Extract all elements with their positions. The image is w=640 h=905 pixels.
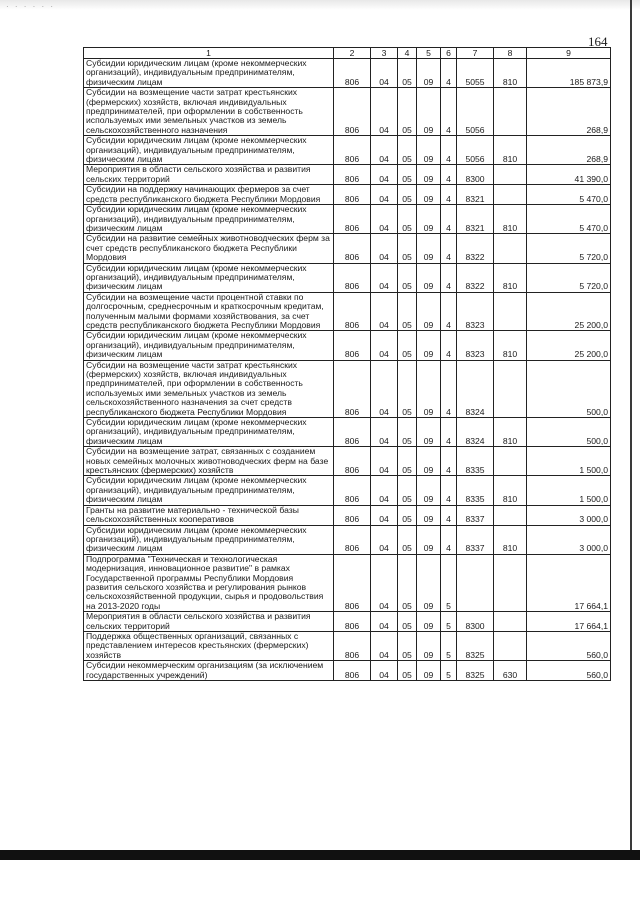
cell-program: 09 xyxy=(417,331,441,360)
cell-section: 04 xyxy=(371,505,398,525)
scan-border-right xyxy=(630,0,632,860)
row-name: Субсидии юридическим лицам (кроме некоммерческих организаций), индивидуальным предпринимателям, физическим лицам xyxy=(84,136,334,165)
cell-subsection: 05 xyxy=(398,554,417,611)
cell-subprogram: 4 xyxy=(441,331,457,360)
cell-section: 04 xyxy=(371,292,398,331)
cell-expense-type xyxy=(494,360,527,417)
table-row xyxy=(84,612,611,632)
cell-subsection: 05 xyxy=(398,59,417,88)
cell-expense-type: 810 xyxy=(494,525,527,554)
cell-amount: 5 720,0 xyxy=(527,263,611,292)
table-row xyxy=(84,165,611,185)
cell-subsection: 05 xyxy=(398,185,417,205)
cell-ministry: 806 xyxy=(334,331,371,360)
cell-amount: 268,9 xyxy=(527,88,611,136)
cell-expense-type: 810 xyxy=(494,331,527,360)
cell-program: 09 xyxy=(417,234,441,263)
cell-expense-type: 630 xyxy=(494,661,527,681)
table-body xyxy=(84,59,611,681)
cell-subsection: 05 xyxy=(398,234,417,263)
table-row xyxy=(84,136,611,165)
table-row xyxy=(84,505,611,525)
cell-section: 04 xyxy=(371,525,398,554)
cell-section: 04 xyxy=(371,263,398,292)
cell-program: 09 xyxy=(417,631,441,660)
cell-amount: 560,0 xyxy=(527,631,611,660)
table-row xyxy=(84,331,611,360)
cell-amount: 1 500,0 xyxy=(527,447,611,476)
cell-subsection: 05 xyxy=(398,447,417,476)
cell-subprogram: 5 xyxy=(441,631,457,660)
col-header-program: 5 xyxy=(417,48,441,59)
cell-program: 09 xyxy=(417,418,441,447)
cell-article: 8300 xyxy=(457,165,494,185)
row-name: Субсидии на возмещение части затрат крестьянских (фермерских) хозяйств, включая индивидуальных предпринимателей, при оформлении в собственность используемых ими земельных участков из земель сельскохозяйственного назначения xyxy=(84,88,334,136)
row-name: Поддержка общественных организаций, связанных с представлением интересов крестьянских (фермерских) хозяйств xyxy=(84,631,334,660)
cell-program: 09 xyxy=(417,263,441,292)
budget-table xyxy=(83,47,611,681)
cell-expense-type xyxy=(494,612,527,632)
cell-subprogram: 4 xyxy=(441,205,457,234)
cell-ministry: 806 xyxy=(334,292,371,331)
cell-ministry: 806 xyxy=(334,447,371,476)
cell-subsection: 05 xyxy=(398,331,417,360)
cell-section: 04 xyxy=(371,185,398,205)
cell-section: 04 xyxy=(371,205,398,234)
cell-amount: 5 720,0 xyxy=(527,234,611,263)
cell-section: 04 xyxy=(371,418,398,447)
col-header-expense-type: 8 xyxy=(494,48,527,59)
cell-section: 04 xyxy=(371,554,398,611)
table-row xyxy=(84,185,611,205)
table-row xyxy=(84,234,611,263)
col-header-amount: 9 xyxy=(527,48,611,59)
cell-expense-type xyxy=(494,292,527,331)
col-header-subsection: 4 xyxy=(398,48,417,59)
cell-program: 09 xyxy=(417,205,441,234)
cell-amount: 3 000,0 xyxy=(527,525,611,554)
row-name: Субсидии на возмещение части процентной ставки по долгосрочным, среднесрочным и краткосрочным кредитам, полученным малыми формами хозяйствования, за счет средств республиканского бюджета Республики Мордовия xyxy=(84,292,334,331)
cell-subprogram: 5 xyxy=(441,554,457,611)
cell-subsection: 05 xyxy=(398,505,417,525)
cell-expense-type xyxy=(494,165,527,185)
cell-amount: 25 200,0 xyxy=(527,292,611,331)
cell-subprogram: 5 xyxy=(441,661,457,681)
cell-article: 8322 xyxy=(457,234,494,263)
table-row xyxy=(84,525,611,554)
cell-expense-type: 810 xyxy=(494,263,527,292)
cell-expense-type xyxy=(494,631,527,660)
cell-expense-type xyxy=(494,554,527,611)
cell-program: 09 xyxy=(417,185,441,205)
cell-subprogram: 5 xyxy=(441,612,457,632)
cell-ministry: 806 xyxy=(334,234,371,263)
cell-expense-type xyxy=(494,185,527,205)
cell-subprogram: 4 xyxy=(441,185,457,205)
cell-article: 5056 xyxy=(457,88,494,136)
cell-program: 09 xyxy=(417,292,441,331)
cell-expense-type xyxy=(494,234,527,263)
cell-subsection: 05 xyxy=(398,612,417,632)
table-row xyxy=(84,88,611,136)
row-name: Субсидии юридическим лицам (кроме некоммерческих организаций), индивидуальным предпринимателям, физическим лицам xyxy=(84,476,334,505)
scan-noise: · · · · · · xyxy=(6,2,56,11)
cell-subsection: 05 xyxy=(398,360,417,417)
cell-ministry: 806 xyxy=(334,505,371,525)
cell-article: 5056 xyxy=(457,136,494,165)
table-row xyxy=(84,360,611,417)
table-row xyxy=(84,263,611,292)
cell-subprogram: 4 xyxy=(441,505,457,525)
cell-ministry: 806 xyxy=(334,661,371,681)
cell-subprogram: 4 xyxy=(441,360,457,417)
cell-program: 09 xyxy=(417,661,441,681)
cell-program: 09 xyxy=(417,136,441,165)
cell-section: 04 xyxy=(371,88,398,136)
cell-ministry: 806 xyxy=(334,525,371,554)
cell-ministry: 806 xyxy=(334,88,371,136)
table-row xyxy=(84,205,611,234)
cell-subsection: 05 xyxy=(398,631,417,660)
cell-article: 8325 xyxy=(457,631,494,660)
cell-subprogram: 4 xyxy=(441,88,457,136)
cell-section: 04 xyxy=(371,59,398,88)
cell-expense-type xyxy=(494,447,527,476)
cell-ministry: 806 xyxy=(334,205,371,234)
cell-subprogram: 4 xyxy=(441,263,457,292)
cell-article: 8335 xyxy=(457,447,494,476)
cell-subsection: 05 xyxy=(398,292,417,331)
cell-amount: 41 390,0 xyxy=(527,165,611,185)
cell-article: 8323 xyxy=(457,331,494,360)
cell-ministry: 806 xyxy=(334,476,371,505)
cell-amount: 3 000,0 xyxy=(527,505,611,525)
header-row xyxy=(84,48,611,59)
cell-ministry: 806 xyxy=(334,165,371,185)
cell-expense-type: 810 xyxy=(494,205,527,234)
row-name: Субсидии юридическим лицам (кроме некоммерческих организаций), индивидуальным предпринимателям, физическим лицам xyxy=(84,418,334,447)
cell-article xyxy=(457,554,494,611)
cell-amount: 1 500,0 xyxy=(527,476,611,505)
cell-subprogram: 4 xyxy=(441,136,457,165)
cell-amount: 500,0 xyxy=(527,360,611,417)
cell-program: 09 xyxy=(417,476,441,505)
cell-ministry: 806 xyxy=(334,631,371,660)
cell-article: 8337 xyxy=(457,505,494,525)
cell-amount: 560,0 xyxy=(527,661,611,681)
cell-subsection: 05 xyxy=(398,661,417,681)
cell-amount: 185 873,9 xyxy=(527,59,611,88)
cell-subprogram: 4 xyxy=(441,59,457,88)
cell-amount: 17 664,1 xyxy=(527,612,611,632)
col-header-ministry: 2 xyxy=(334,48,371,59)
cell-subsection: 05 xyxy=(398,165,417,185)
cell-subsection: 05 xyxy=(398,136,417,165)
row-name: Субсидии на развитие семейных животноводческих ферм за счет средств республиканского бюджета Республики Мордовия xyxy=(84,234,334,263)
cell-amount: 5 470,0 xyxy=(527,185,611,205)
cell-section: 04 xyxy=(371,234,398,263)
table-row xyxy=(84,554,611,611)
cell-article: 8324 xyxy=(457,360,494,417)
scan-edge xyxy=(0,0,640,10)
cell-section: 04 xyxy=(371,360,398,417)
cell-section: 04 xyxy=(371,447,398,476)
cell-article: 8322 xyxy=(457,263,494,292)
col-header-article: 7 xyxy=(457,48,494,59)
table-row xyxy=(84,631,611,660)
cell-subprogram: 4 xyxy=(441,292,457,331)
row-name: Субсидии юридическим лицам (кроме некоммерческих организаций), индивидуальным предпринимателям, физическим лицам xyxy=(84,525,334,554)
row-name: Субсидии юридическим лицам (кроме некоммерческих организаций), индивидуальным предпринимателям, физическим лицам xyxy=(84,331,334,360)
cell-expense-type xyxy=(494,505,527,525)
row-name: Субсидии юридическим лицам (кроме некоммерческих организаций), индивидуальным предпринимателям, физическим лицам xyxy=(84,205,334,234)
cell-program: 09 xyxy=(417,554,441,611)
cell-program: 09 xyxy=(417,165,441,185)
cell-subsection: 05 xyxy=(398,476,417,505)
cell-subsection: 05 xyxy=(398,263,417,292)
col-header-section: 3 xyxy=(371,48,398,59)
row-name: Мероприятия в области сельского хозяйства и развития сельских территорий xyxy=(84,612,334,632)
cell-expense-type: 810 xyxy=(494,418,527,447)
cell-subsection: 05 xyxy=(398,88,417,136)
cell-article: 8321 xyxy=(457,185,494,205)
cell-ministry: 806 xyxy=(334,185,371,205)
cell-subprogram: 4 xyxy=(441,165,457,185)
cell-section: 04 xyxy=(371,476,398,505)
cell-ministry: 806 xyxy=(334,263,371,292)
col-header-name: 1 xyxy=(84,48,334,59)
cell-subprogram: 4 xyxy=(441,476,457,505)
cell-expense-type: 810 xyxy=(494,476,527,505)
cell-ministry: 806 xyxy=(334,136,371,165)
table-row xyxy=(84,661,611,681)
cell-amount: 268,9 xyxy=(527,136,611,165)
cell-section: 04 xyxy=(371,331,398,360)
cell-section: 04 xyxy=(371,612,398,632)
cell-article: 8321 xyxy=(457,205,494,234)
col-header-subprogram: 6 xyxy=(441,48,457,59)
row-name: Субсидии на поддержку начинающих фермеров за счет средств республиканского бюджета Республики Мордовия xyxy=(84,185,334,205)
cell-program: 09 xyxy=(417,505,441,525)
cell-subsection: 05 xyxy=(398,525,417,554)
cell-expense-type: 810 xyxy=(494,136,527,165)
cell-section: 04 xyxy=(371,136,398,165)
cell-subprogram: 4 xyxy=(441,525,457,554)
cell-section: 04 xyxy=(371,661,398,681)
cell-expense-type: 810 xyxy=(494,59,527,88)
cell-amount: 500,0 xyxy=(527,418,611,447)
cell-article: 8325 xyxy=(457,661,494,681)
scan-border-bottom xyxy=(0,850,640,860)
cell-section: 04 xyxy=(371,631,398,660)
cell-subsection: 05 xyxy=(398,205,417,234)
row-name: Гранты на развитие материально - технической базы сельскохозяйственных кооперативов xyxy=(84,505,334,525)
row-name: Субсидии некоммерческим организациям (за исключением государственных учреждений) xyxy=(84,661,334,681)
cell-article: 8335 xyxy=(457,476,494,505)
cell-amount: 17 664,1 xyxy=(527,554,611,611)
cell-program: 09 xyxy=(417,525,441,554)
cell-program: 09 xyxy=(417,360,441,417)
row-name: Субсидии на возмещение затрат, связанных с созданием новых семейных молочных животноводческих ферм на базе крестьянских (фермерских) хозяйств xyxy=(84,447,334,476)
row-name: Субсидии на возмещение части затрат крестьянских (фермерских) хозяйств, включая индивидуальных предпринимателей, при оформлении в собственность используемых ими земельных участков из земель сельскохозяйственного назначения за счет средств республиканского бюджета Республики Мордовия xyxy=(84,360,334,417)
cell-subprogram: 4 xyxy=(441,447,457,476)
cell-article: 8300 xyxy=(457,612,494,632)
cell-article: 8324 xyxy=(457,418,494,447)
cell-program: 09 xyxy=(417,59,441,88)
cell-article: 8337 xyxy=(457,525,494,554)
row-name: Субсидии юридическим лицам (кроме некоммерческих организаций), индивидуальным предпринимателям, физическим лицам xyxy=(84,59,334,88)
cell-expense-type xyxy=(494,88,527,136)
cell-ministry: 806 xyxy=(334,612,371,632)
row-name: Подпрограмма "Техническая и технологическая модернизация, инновационное развитие" в рамках Государственной программы Республики Мордовия развития сельского хозяйства и регулирования рынков сельскохозяйственной продукции, сырья и продовольствия на 2013-2020 годы xyxy=(84,554,334,611)
cell-section: 04 xyxy=(371,165,398,185)
cell-ministry: 806 xyxy=(334,418,371,447)
cell-subprogram: 4 xyxy=(441,418,457,447)
table-row xyxy=(84,418,611,447)
cell-ministry: 806 xyxy=(334,59,371,88)
table-row xyxy=(84,292,611,331)
cell-article: 8323 xyxy=(457,292,494,331)
cell-amount: 5 470,0 xyxy=(527,205,611,234)
cell-program: 09 xyxy=(417,88,441,136)
table-row xyxy=(84,447,611,476)
cell-program: 09 xyxy=(417,447,441,476)
table-row xyxy=(84,59,611,88)
table-row xyxy=(84,476,611,505)
page-number: 164 xyxy=(588,34,608,49)
cell-amount: 25 200,0 xyxy=(527,331,611,360)
cell-ministry: 806 xyxy=(334,554,371,611)
row-name: Субсидии юридическим лицам (кроме некоммерческих организаций), индивидуальным предпринимателям, физическим лицам xyxy=(84,263,334,292)
cell-subprogram: 4 xyxy=(441,234,457,263)
cell-ministry: 806 xyxy=(334,360,371,417)
cell-article: 5055 xyxy=(457,59,494,88)
cell-subsection: 05 xyxy=(398,418,417,447)
row-name: Мероприятия в области сельского хозяйства и развития сельских территорий xyxy=(84,165,334,185)
cell-program: 09 xyxy=(417,612,441,632)
